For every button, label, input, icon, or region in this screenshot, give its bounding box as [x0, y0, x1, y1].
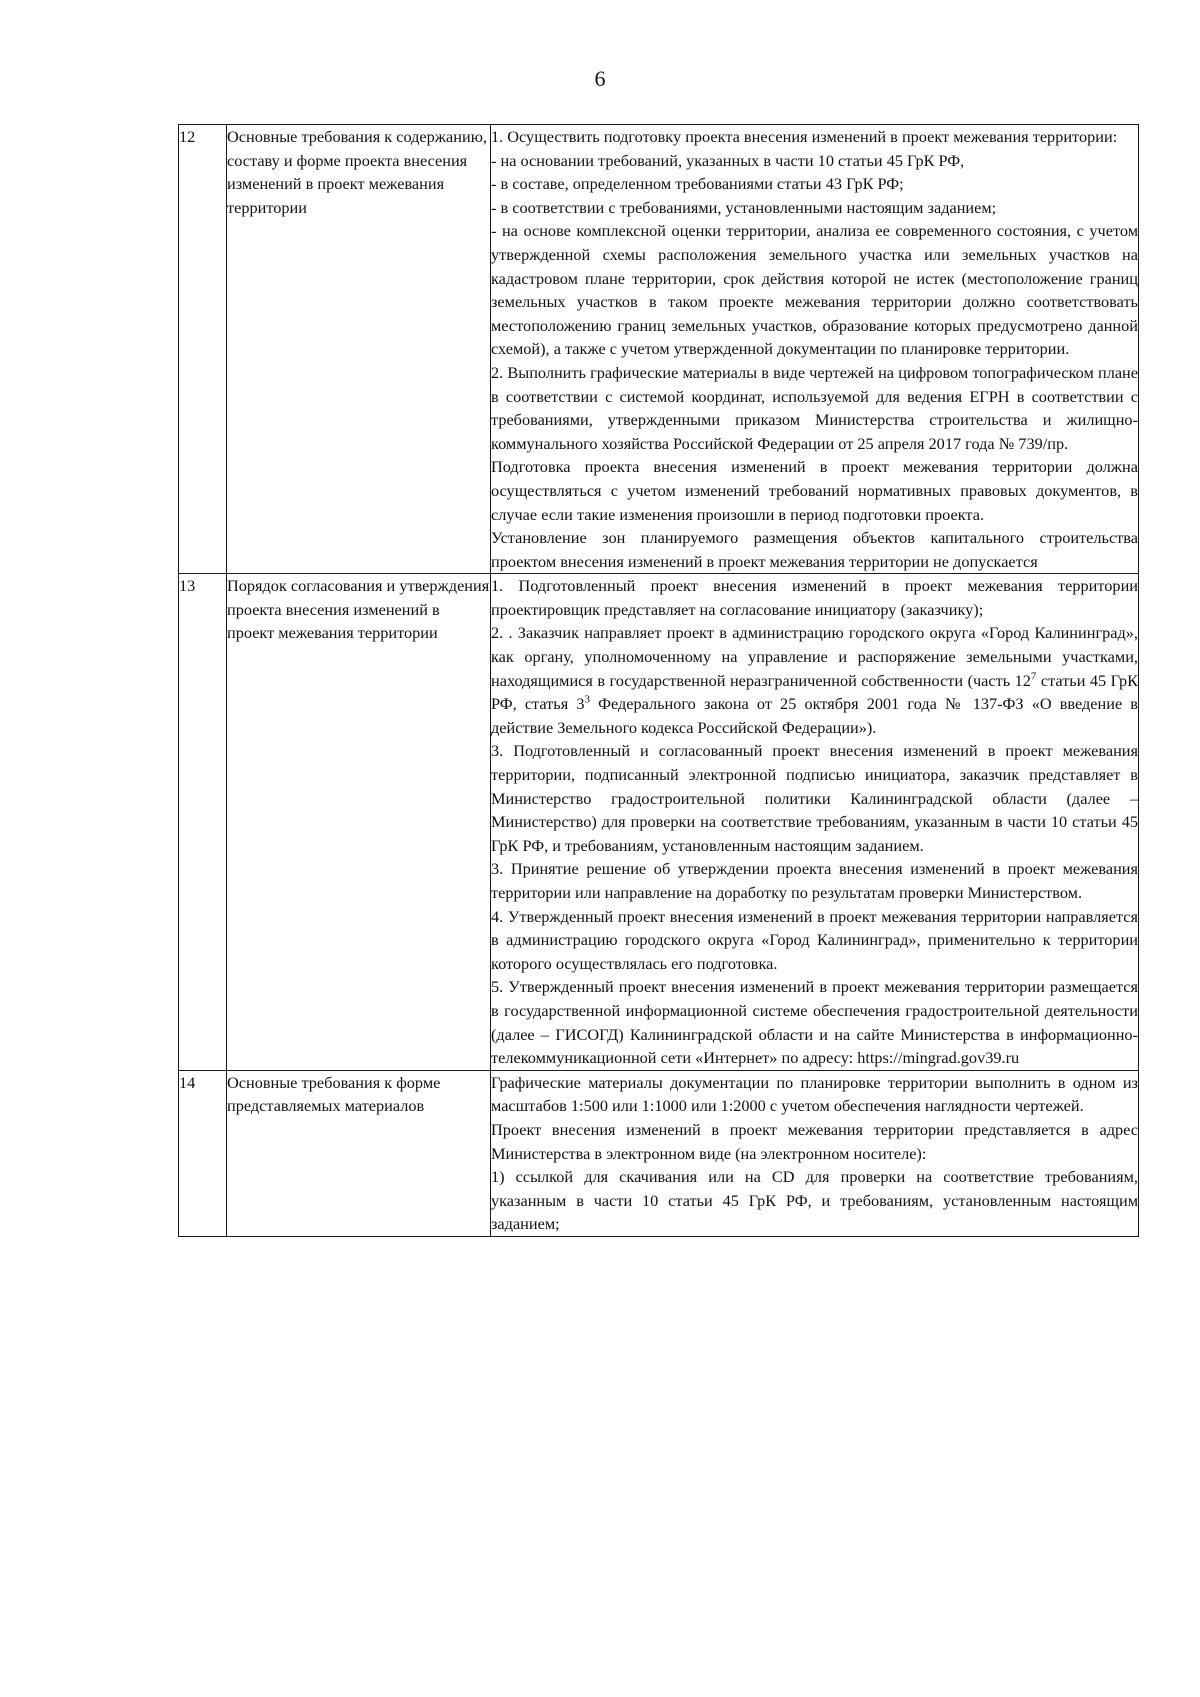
paragraph: 5. Утвержденный проект внесения изменений в проект межевания территории размещается в государственной информационной системе обеспечения градостроительной деятельности (далее – ГИСОГД) Калининградской области и на сайте Министерства в информационно-телекоммуникационной сети «Интернет» по адресу: https://mingrad.gov39.ru — [491, 977, 1138, 1068]
paragraph: Подготовка проекта внесения изменений в проект межевания территории должна осуществляться с учетом изменений требований нормативных правовых документов, в случае если такие изменения произошли в период подготовки проекта. — [491, 457, 1138, 524]
paragraph: 3. Подготовленный и согласованный проект внесения изменений в проект межевания территории, подписанный электронной подписью инициатора, заказчик представляет в Министерство градостроительной политики Калининградской области (далее – Министерство) для проверки на соответствие требованиям, указанным в части 10 статьи 45 ГрК РФ, и требованиям, установленным настоящим заданием. — [491, 741, 1138, 855]
page-number: 6 — [594, 66, 606, 91]
row-number: 13 — [179, 574, 227, 1070]
paragraph: 3. Принятие решение об утверждении проекта внесения изменений в проект межевания территории или направление на доработку по результатам проверки Министерством. — [491, 859, 1138, 902]
paragraph: Установление зон планируемого размещения объектов капитального строительства проектом внесения изменений в проект межевания территории не допускается — [491, 528, 1138, 571]
paragraph: Графические материалы документации по планировке территории выполнить в одном из масштабов 1:500 или 1:1000 или 1:2000 с учетом обеспечения наглядности чертежей. — [491, 1072, 1138, 1116]
row-number: 12 — [179, 125, 227, 574]
row-content — [491, 125, 1139, 574]
row-content — [491, 1070, 1139, 1236]
row-title: Основные требования к содержанию, составу и форме проекта внесения изменений в проект межевания территории — [227, 125, 491, 574]
paragraph — [491, 621, 1138, 739]
paragraph-text: 2. . Заказчик направляет проект в администрацию городского округа «Город Калининград», как органу, уполномоченному на управление и распоряжение земельными участками, находящимися в государственной неразграниченной собственности (часть 12 — [491, 623, 1138, 690]
requirements-table — [178, 124, 1139, 1237]
row-number: 14 — [179, 1070, 227, 1236]
table-row — [179, 574, 1139, 1070]
table-row — [179, 1070, 1139, 1236]
paragraph: 1) ссылкой для скачивания или на CD для проверки на соответствие требованиям, указанным в части 10 статьи 45 ГрК РФ, и требованиям, установленным настоящим заданием; — [491, 1167, 1138, 1234]
paragraph: - на основе комплексной оценки территории, анализа ее современного состояния, с учетом утвержденной схемы расположения земельного участка или земельных участков на кадастровом плане территории, срок действия которой не истек (местоположение границ земельных участков в таком проекте межевания территории должно соответствовать местоположению границ земельных участков, образование которых предусмотрено данной схемой), а также с учетом утвержденной документации по планировке территории. — [491, 221, 1138, 359]
superscript: 7 — [1030, 670, 1037, 683]
paragraph-text: Федерального закона от 25 октября 2001 года № 137-ФЗ «О введение в действие Земельного кодекса Российской Федерации»). — [491, 694, 1138, 737]
paragraph: - в соответствии с требованиями, установленными настоящим заданием; — [491, 197, 997, 217]
row-title: Порядок согласования и утверждения проекта внесения изменений в проект межевания территории — [227, 574, 491, 1070]
row-title: Основные требования к форме представляемых материалов — [227, 1070, 491, 1236]
paragraph: - на основании требований, указанных в части 10 статьи 45 ГрК РФ, — [491, 150, 965, 170]
paragraph: - в составе, определенном требованиями статьи 43 ГрК РФ; — [491, 174, 904, 194]
paragraph: 2. Выполнить графические материалы в виде чертежей на цифровом топографическом плане в соответствии с системой координат, используемой для ведения ЕГРН в соответствии с требованиями, утвержденными приказом Министерства строительства и жилищно-коммунального хозяйства Российской Федерации от 25 апреля 2017 года № 739/пр. — [491, 362, 1138, 453]
paragraph: 1. Подготовленный проект внесения изменений в проект межевания территории проектировщик представляет на согласование инициатору (заказчику); — [491, 576, 1138, 619]
superscript: 3 — [584, 693, 590, 706]
paragraph: 1. Осуществить подготовку проекта внесения изменений в проект межевания территории: — [491, 127, 1118, 146]
paragraph-text: статьи 45 ГрК РФ, статья 3 — [491, 670, 1139, 714]
row-content — [491, 574, 1139, 1070]
table-row — [179, 125, 1139, 574]
paragraph: Проект внесения изменений в проект межевания территории представляется в адрес Министерства в электронном виде (на электронном носителе): — [491, 1119, 1138, 1163]
paragraph: 4. Утвержденный проект внесения изменений в проект межевания территории направляется в администрацию городского округа «Город Калининград», применительно к территории которого осуществлялась его подготовка. — [491, 906, 1138, 973]
